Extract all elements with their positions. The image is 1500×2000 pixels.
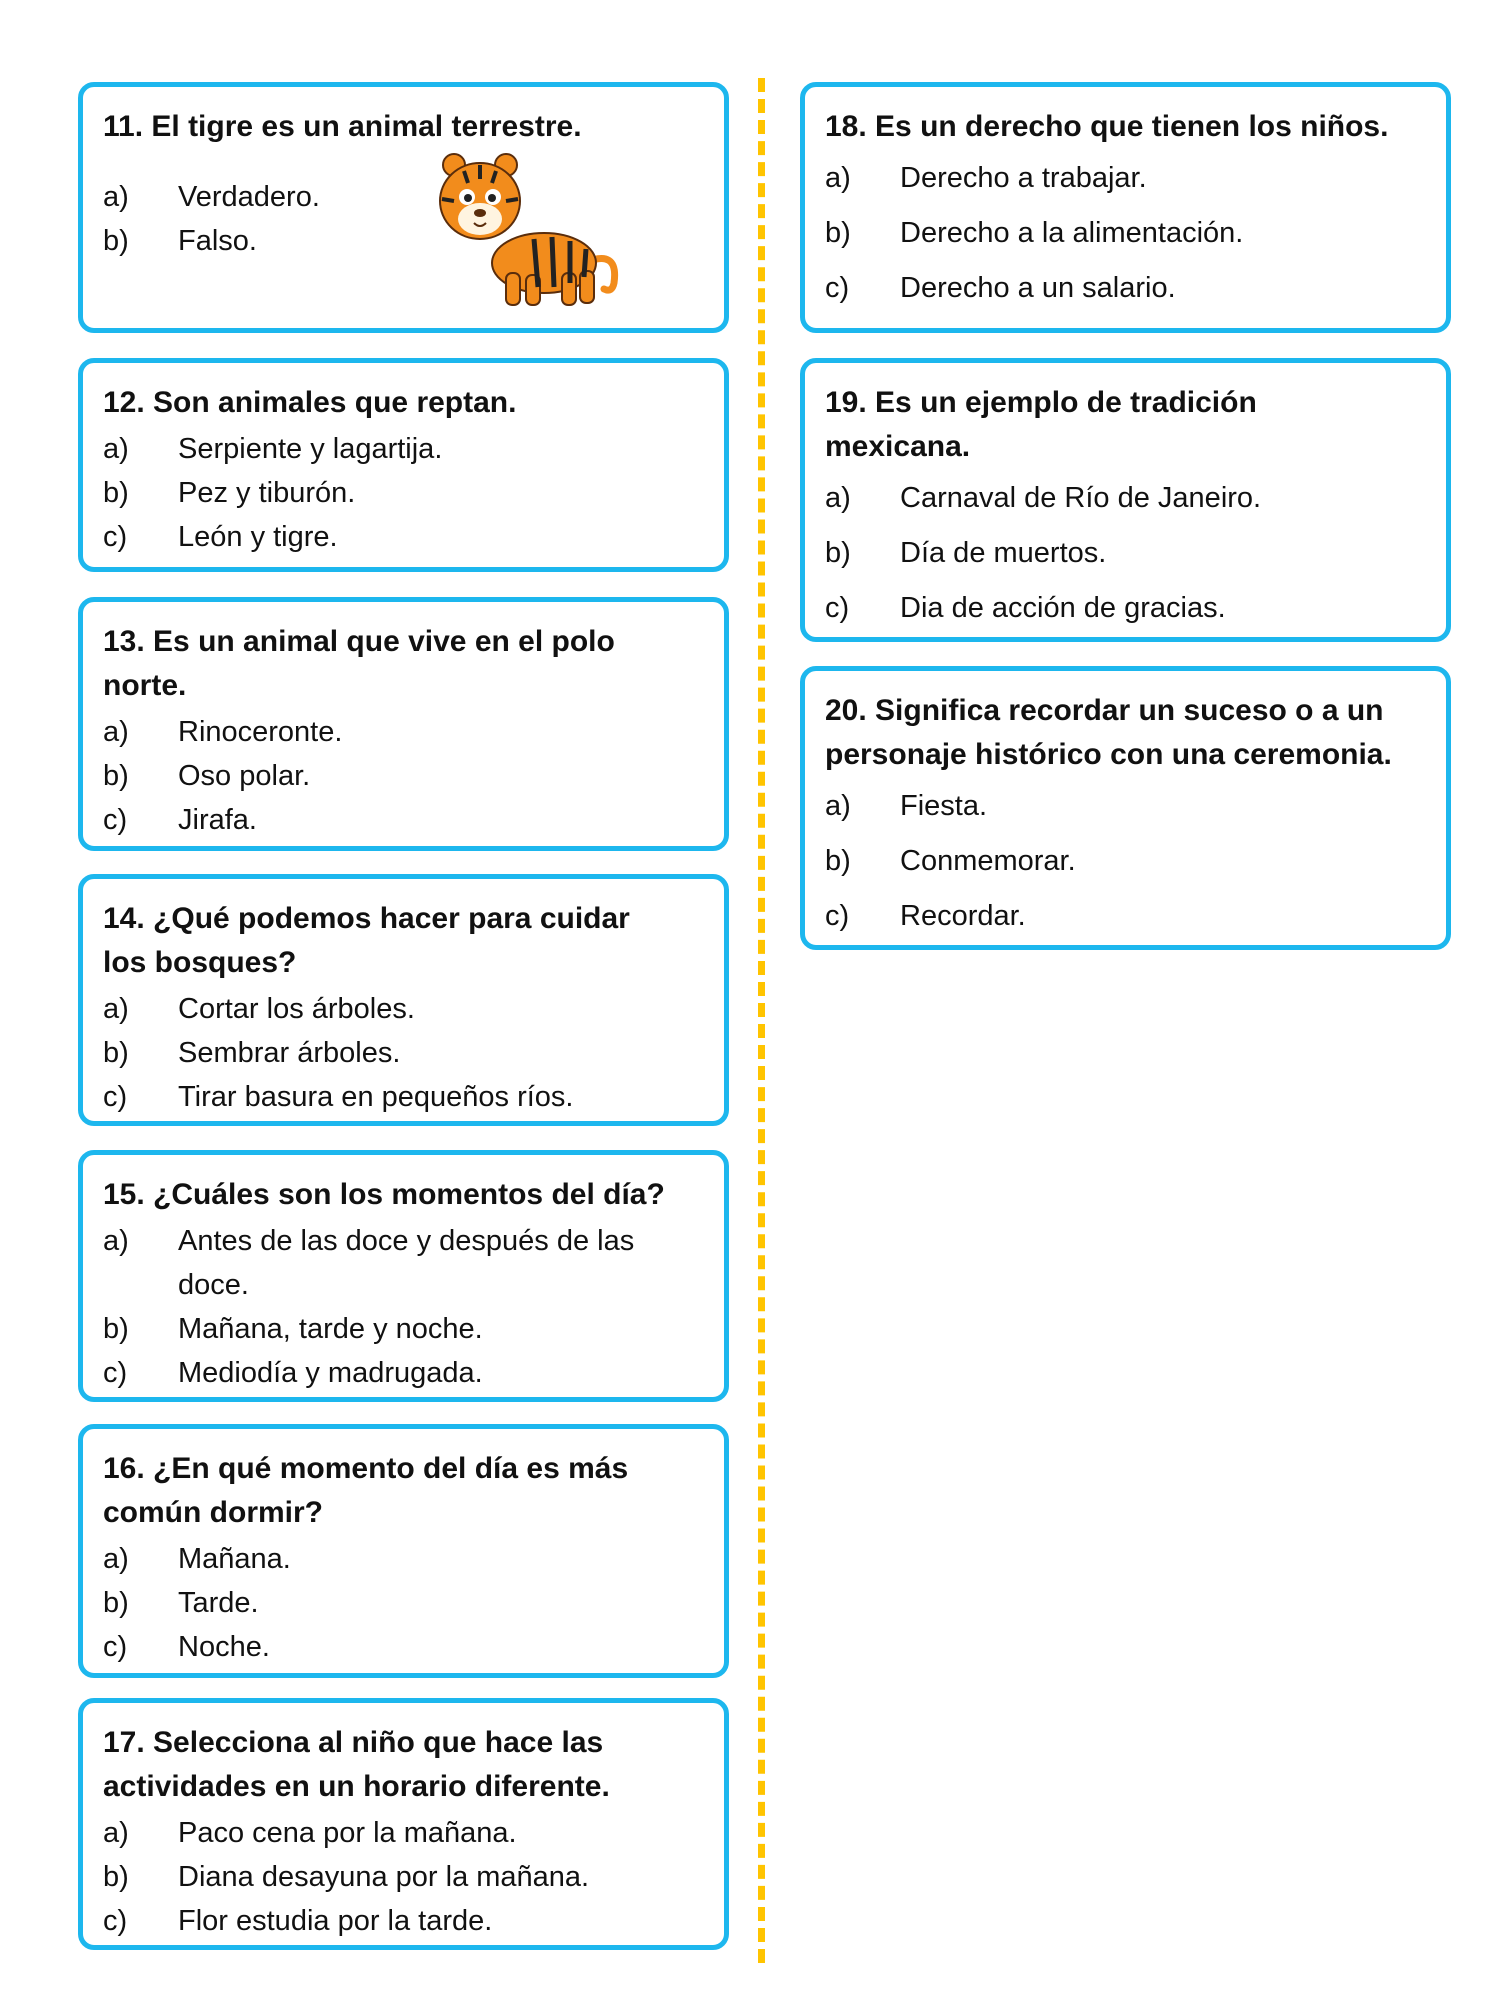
option-letter: b) <box>103 760 129 792</box>
question-card-17 <box>78 1698 729 1950</box>
option-text: Falso. <box>178 225 257 257</box>
question-card-16 <box>78 1424 729 1678</box>
option-letter: b) <box>103 1037 129 1069</box>
option-text: Verdadero. <box>178 181 320 213</box>
option-c[interactable] <box>103 1351 704 1395</box>
question-text: 20. Significa recordar un suceso o a un personaje histórico con una ceremonia. <box>825 694 1392 771</box>
option-text: Dia de acción de gracias. <box>900 592 1226 624</box>
option-a[interactable] <box>103 1537 704 1581</box>
option-text: Día de muertos. <box>900 537 1107 569</box>
option-a[interactable] <box>825 779 1426 834</box>
option-a[interactable] <box>103 710 704 754</box>
option-b[interactable] <box>825 834 1426 889</box>
option-letter: a) <box>103 433 129 465</box>
options-list <box>103 1537 704 1669</box>
question-text: 14. ¿Qué podemos hacer para cuidar los bosques? <box>103 902 630 979</box>
option-text: Tirar basura en pequeños ríos. <box>178 1081 574 1113</box>
option-b[interactable] <box>103 1855 704 1899</box>
option-text: Noche. <box>178 1631 270 1663</box>
question-card-13 <box>78 597 729 851</box>
question-text: 11. El tigre es un animal terrestre. <box>103 110 582 143</box>
option-a[interactable] <box>103 1219 704 1307</box>
question-text: 15. ¿Cuáles son los momentos del día? <box>103 1178 665 1211</box>
option-letter: b) <box>825 537 851 569</box>
option-letter: a) <box>103 181 129 213</box>
options-list <box>103 710 704 842</box>
option-text: Tarde. <box>178 1587 259 1619</box>
option-letter: a) <box>825 482 851 514</box>
option-b[interactable] <box>103 1581 704 1625</box>
question-text: 18. Es un derecho que tienen los niños. <box>825 110 1389 143</box>
option-text: Serpiente y lagartija. <box>178 433 443 465</box>
option-letter: b) <box>825 845 851 877</box>
option-text: Sembrar árboles. <box>178 1037 401 1069</box>
option-a[interactable] <box>825 151 1426 206</box>
option-text: Derecho a la alimentación. <box>900 217 1244 249</box>
question-text: 16. ¿En qué momento del día es más común dormir? <box>103 1452 629 1529</box>
option-c[interactable] <box>825 889 1426 944</box>
options-list <box>825 779 1426 944</box>
question-text: 12. Son animales que reptan. <box>103 386 517 419</box>
option-text: Jirafa. <box>178 804 257 836</box>
option-a[interactable] <box>103 987 704 1031</box>
option-c[interactable] <box>103 1075 704 1119</box>
option-b[interactable] <box>103 471 704 515</box>
option-a[interactable] <box>103 427 704 471</box>
option-text: Rinoceronte. <box>178 716 343 748</box>
question-card-15 <box>78 1150 729 1402</box>
option-letter: c) <box>825 900 850 932</box>
option-letter: c) <box>103 1357 128 1389</box>
option-b[interactable] <box>103 1307 704 1351</box>
option-c[interactable] <box>103 1625 704 1669</box>
option-letter: c) <box>825 592 850 624</box>
question-card-18 <box>800 82 1451 333</box>
question-card-19 <box>800 358 1451 642</box>
question-text: 19. Es un ejemplo de tradición mexicana. <box>825 386 1257 463</box>
option-text: Mediodía y madrugada. <box>178 1357 483 1389</box>
option-text: Paco cena por la mañana. <box>178 1817 517 1849</box>
option-text: Cortar los árboles. <box>178 993 415 1025</box>
option-letter: a) <box>825 790 851 822</box>
option-letter: b) <box>825 217 851 249</box>
question-card-12 <box>78 358 729 572</box>
option-b[interactable] <box>825 526 1426 581</box>
question-card-14 <box>78 874 729 1126</box>
option-letter: a) <box>103 1543 129 1575</box>
option-letter: a) <box>103 1817 129 1849</box>
option-text: Oso polar. <box>178 760 311 792</box>
options-list <box>825 151 1426 316</box>
options-list <box>103 1811 704 1943</box>
option-c[interactable] <box>103 515 704 559</box>
option-text: Mañana, tarde y noche. <box>178 1313 483 1345</box>
question-text: 13. Es un animal que vive en el polo norte. <box>103 625 615 702</box>
options-list <box>825 471 1426 636</box>
options-list <box>103 1219 704 1395</box>
option-letter: b) <box>103 225 129 257</box>
option-letter: b) <box>103 1587 129 1619</box>
option-letter: a) <box>825 162 851 194</box>
option-text: Recordar. <box>900 900 1026 932</box>
option-letter: c) <box>103 1631 128 1663</box>
option-b[interactable] <box>825 206 1426 261</box>
option-b[interactable] <box>103 754 704 798</box>
option-text: Conmemorar. <box>900 845 1076 877</box>
option-text: Mañana. <box>178 1543 291 1575</box>
column-divider <box>758 78 765 1963</box>
option-text: Carnaval de Río de Janeiro. <box>900 482 1262 514</box>
option-letter: a) <box>103 1225 129 1257</box>
question-card-11 <box>78 82 729 333</box>
option-text: Pez y tiburón. <box>178 477 356 509</box>
option-letter: b) <box>103 477 129 509</box>
options-list <box>103 987 704 1119</box>
option-letter: a) <box>103 716 129 748</box>
options-list <box>103 427 704 559</box>
question-text: 17. Selecciona al niño que hace las actividades en un horario diferente. <box>103 1726 610 1803</box>
tiger-image <box>434 153 634 313</box>
option-letter: b) <box>103 1313 129 1345</box>
option-c[interactable] <box>103 1899 704 1943</box>
option-b[interactable] <box>103 1031 704 1075</box>
option-text: Derecho a trabajar. <box>900 162 1147 194</box>
option-letter: c) <box>103 1905 128 1937</box>
option-a[interactable] <box>825 471 1426 526</box>
option-letter: c) <box>103 804 128 836</box>
option-text: León y tigre. <box>178 521 338 553</box>
option-letter: a) <box>103 993 129 1025</box>
question-card-20 <box>800 666 1451 950</box>
option-c[interactable] <box>825 581 1426 636</box>
option-letter: c) <box>103 1081 128 1113</box>
option-c[interactable] <box>103 798 704 842</box>
option-text: Antes de las doce y después de las doce. <box>178 1225 635 1301</box>
option-text: Flor estudia por la tarde. <box>178 1905 493 1937</box>
option-c[interactable] <box>825 261 1426 316</box>
option-text: Diana desayuna por la mañana. <box>178 1861 590 1893</box>
option-letter: b) <box>103 1861 129 1893</box>
option-a[interactable] <box>103 1811 704 1855</box>
option-text: Derecho a un salario. <box>900 272 1176 304</box>
option-letter: c) <box>103 521 128 553</box>
option-text: Fiesta. <box>900 790 988 822</box>
option-letter: c) <box>825 272 850 304</box>
